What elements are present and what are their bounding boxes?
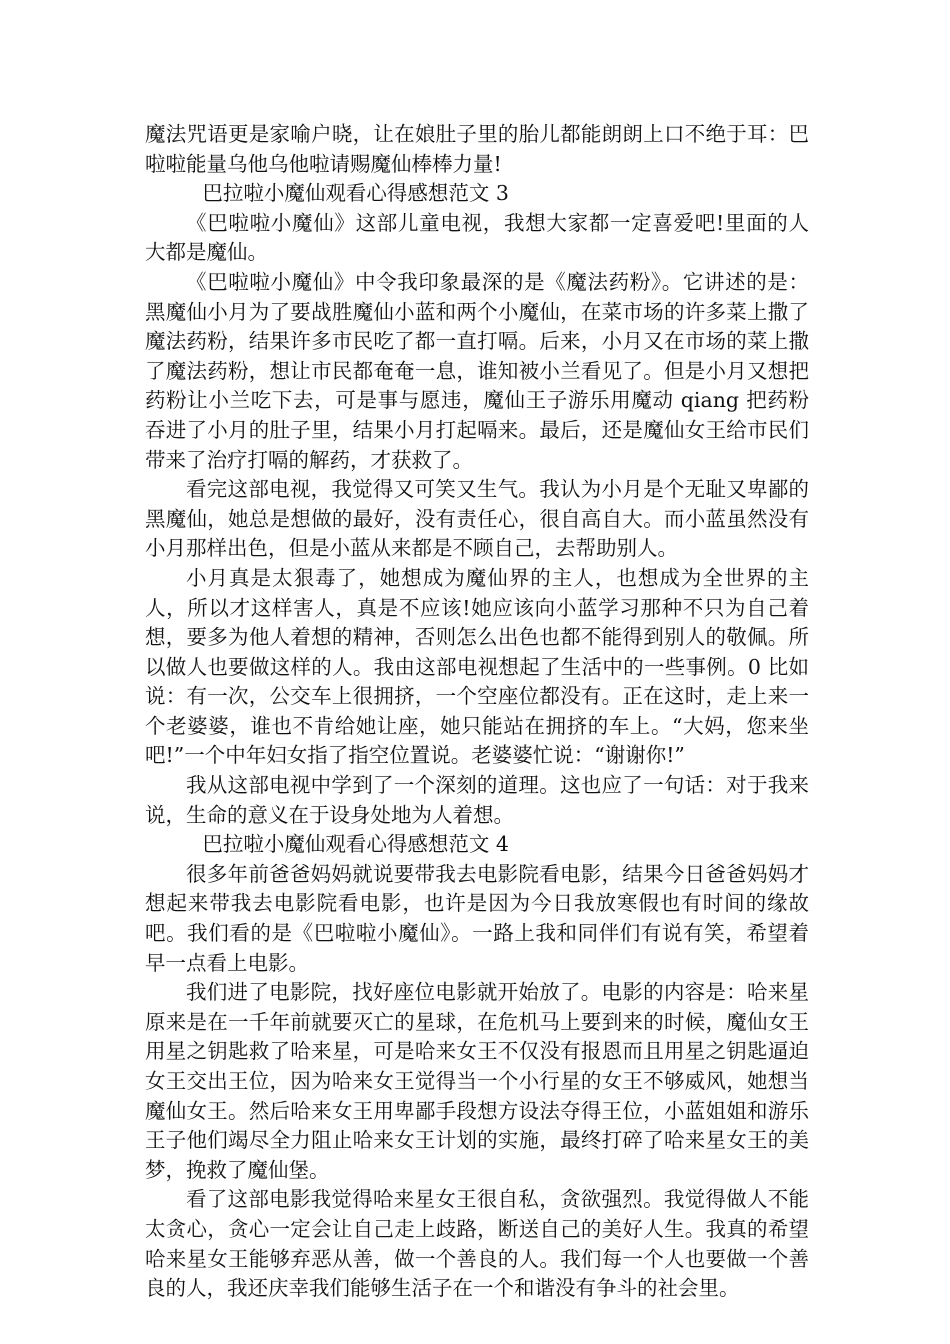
paragraph-intro: 魔法咒语更是家喻户晓，让在娘肚子里的胎儿都能朗朗上口不绝于耳：巴啦啦能量乌他乌他啦请赐魔仙棒棒力量!	[145, 122, 809, 176]
paragraph: 看完这部电视，我觉得又可笑又生气。我认为小月是个无耻又卑鄙的黑魔仙，她总是想做的最好，没有责任心，很自高自大。而小蓝虽然没有小月那样出色，但是小蓝从来都是不顾自己，去帮助别人。	[145, 477, 809, 561]
paragraph: 《巴啦啦小魔仙》中令我印象最深的是《魔法药粉》。它讲述的是：黑魔仙小月为了要战胜魔仙小蓝和两个小魔仙，在菜市场的许多菜上撒了魔法药粉，结果许多市民吃了都一直打嗝。后来，小月又在市场的菜上撒了魔法药粉，想让市民都奄奄一息，谁知被小兰看见了。但是小月又想把药粉让小兰吃下去，可是事与愿违，魔仙王子游乐用魔动 qiang 把药粉吞进了小月的肚子里，结果小月打起嗝来。最后，还是魔仙女王给市民们带来了治疗打嗝的解药，才获救了。	[145, 269, 809, 472]
paragraph: 《巴啦啦小魔仙》这部儿童电视，我想大家都一定喜爱吧!里面的人大都是魔仙。	[145, 210, 809, 265]
paragraph: 我们进了电影院，找好座位电影就开始放了。电影的内容是：哈来星原来是在一千年前就要灭亡的星球，在危机马上要到来的时候，魔仙女王用星之钥匙救了哈来星，可是哈来女王不仅没有报恩而且用星之钥匙逼迫女王交出王位，因为哈来女王觉得当一个小行星的女王不够威风，她想当魔仙女王。然后哈来女王用卑鄙手段想方设法夺得王位，小蓝姐姐和游乐王子他们竭尽全力阻止哈来女王计划的实施，最终打碎了哈来星女王的美梦，挽救了魔仙堡。	[145, 980, 809, 1182]
section-heading-4: 巴拉啦小魔仙观看心得感想范文 4	[202, 832, 509, 857]
document-body	[145, 120, 809, 1304]
paragraph: 我从这部电视中学到了一个深刻的道理。这也应了一句话：对于我来说，生命的意义在于设身处地为人着想。	[145, 773, 809, 827]
paragraph: 看了这部电影我觉得哈来星女王很自私，贪欲强烈。我觉得做人不能太贪心，贪心一定会让自己走上歧路，断送自己的美好人生。我真的希望哈来星女王能够弃恶从善，做一个善良的人。我们每一个人也要做一个善良的人，我还庆幸我们能够生活子在一个和谐没有争斗的社会里。	[145, 1187, 809, 1301]
section-heading-3: 巴拉啦小魔仙观看心得感想范文 3	[202, 181, 509, 206]
paragraph: 小月真是太狠毒了，她想成为魔仙界的主人，也想成为全世界的主人，所以才这样害人，真是不应该!她应该向小蓝学习那种不只为自己着想，要多为他人着想的精神，否则怎么出色也都不能得到别人的敬佩。所以做人也要做这样的人。我由这部电视想起了生活中的一些事例。0 比如说：有一次，公交车上很拥挤，一个空座位都没有。正在这时，走上来一个老婆婆，谁也不肯给她让座，她只能站在拥挤的车上。“大妈，您来坐吧!”一个中年妇女指了指空位置说。老婆婆忙说：“谢谢你!”	[145, 565, 809, 768]
paragraph: 很多年前爸爸妈妈就说要带我去电影院看电影，结果今日爸爸妈妈才想起来带我去电影院看电影，也许是因为今日我放寒假也有时间的缘故吧。我们看的是《巴啦啦小魔仙》。一路上我和同伴们有说有笑，希望着早一点看上电影。	[145, 861, 809, 975]
